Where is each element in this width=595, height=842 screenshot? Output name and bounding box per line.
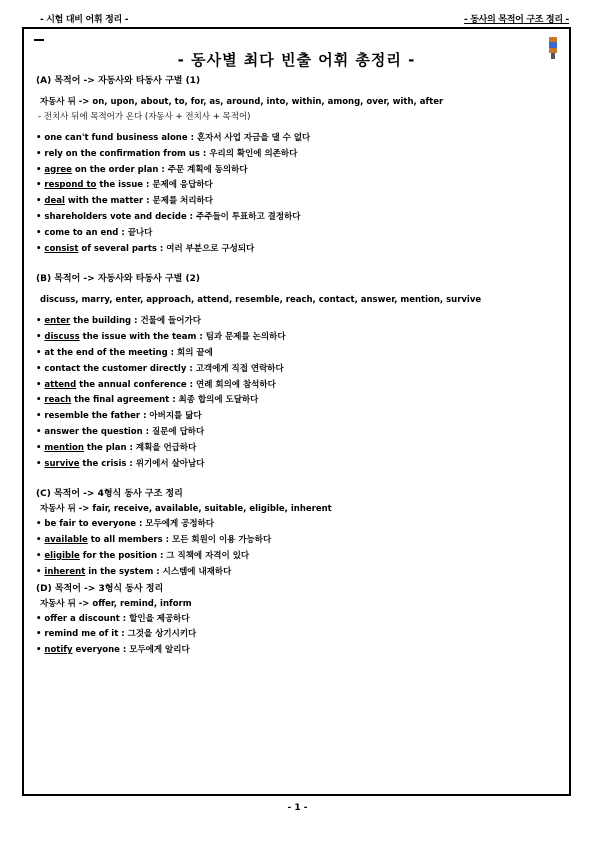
list-item: • reach the final agreement : 최종 합의에 도달하다 (36, 395, 259, 406)
list-item: • one can't fund business alone : 혼자서 사업 자금을 댈 수 없다 (36, 133, 311, 143)
list-item: • come to an end : 끝나다 (36, 227, 153, 238)
rule-line: 자동사 뒤 -> on, upon, about, to, for, as, around, into, within, among, over, with, after (40, 97, 444, 107)
list-item: • contact the customer directly : 고객에게 직접 연락하다 (36, 363, 284, 374)
list-item: • discuss the issue with the team : 팀과 문제를 논의하다 (36, 332, 286, 343)
list-item: • survive the crisis : 위기에서 살아남다 (36, 458, 205, 469)
list-item: • resemble the father : 아버지를 닮다 (36, 411, 202, 422)
list-item: • deal with the matter : 문제를 처리하다 (36, 196, 213, 207)
list-item: • mention the plan : 계획을 언급하다 (36, 442, 197, 453)
dash-icon (34, 39, 44, 41)
rule-line: 자동사 뒤 -> offer, remind, inform (40, 598, 192, 609)
section-heading-d: (D) 목적어 -> 3형식 동사 정리 (36, 583, 164, 594)
page-number: - 1 - (287, 803, 308, 813)
running-header-right (464, 12, 569, 25)
rule-line: 자동사 뒤 -> fair, receive, available, suitable, eligible, inherent (40, 504, 332, 515)
running-header-left: - 시험 대비 어휘 정리 - (40, 15, 129, 25)
list-item: • offer a discount : 할인을 제공하다 (36, 613, 190, 624)
page-frame (22, 27, 571, 796)
list-item: • available to all members : 모든 회원이 이용 가능하다 (36, 535, 272, 546)
section-heading-a: (A) 목적어 -> 자동사와 타동사 구별 (1) (36, 76, 201, 86)
rule-line: - 전치사 뒤에 목적어가 온다 (자동사 + 전치사 + 목적어) (38, 112, 251, 122)
list-item: • be fair to everyone : 모두에게 공정하다 (36, 519, 214, 530)
list-item: • remind me of it : 그것을 상기시키다 (36, 629, 197, 640)
list-item: • respond to the issue : 문제에 응답하다 (36, 180, 213, 191)
list-item: • eligible for the position : 그 직책에 자격이 있다 (36, 550, 250, 561)
list-item: • inherent in the system : 시스템에 내재하다 (36, 566, 232, 577)
list-item: • answer the question : 질문에 답하다 (36, 426, 205, 437)
list-item: • attend the annual conference : 연례 회의에 참석하다 (36, 379, 276, 390)
section-heading-b: (B) 목적어 -> 자동사와 타동사 구별 (2) (36, 274, 200, 285)
list-item: • consist of several parts : 여러 부분으로 구성되다 (36, 243, 255, 254)
list-item: • notify everyone : 모두에게 알리다 (36, 645, 190, 656)
list-item: • at the end of the meeting : 회의 끝에 (36, 347, 213, 358)
section-heading-c: (C) 목적어 -> 4형식 동사 구조 정리 (36, 489, 183, 500)
list-item: • rely on the confirmation from us : 우리의 확인에 의존하다 (36, 148, 298, 159)
page-title: - 동사별 최다 빈출 어휘 총정리 - (177, 51, 416, 69)
rule-line: discuss, marry, enter, approach, attend, resemble, reach, contact, answer, mention, survive (40, 295, 482, 306)
content (36, 73, 559, 659)
running-header-right-text: - 동사의 목적어 구조 정리 - (464, 15, 569, 25)
list-item: • shareholders vote and decide : 주주들이 투표하고 결정하다 (36, 211, 301, 222)
list-item: • agree on the order plan : 주문 계획에 동의하다 (36, 164, 248, 175)
list-item: • enter the building : 건물에 들어가다 (36, 316, 201, 327)
